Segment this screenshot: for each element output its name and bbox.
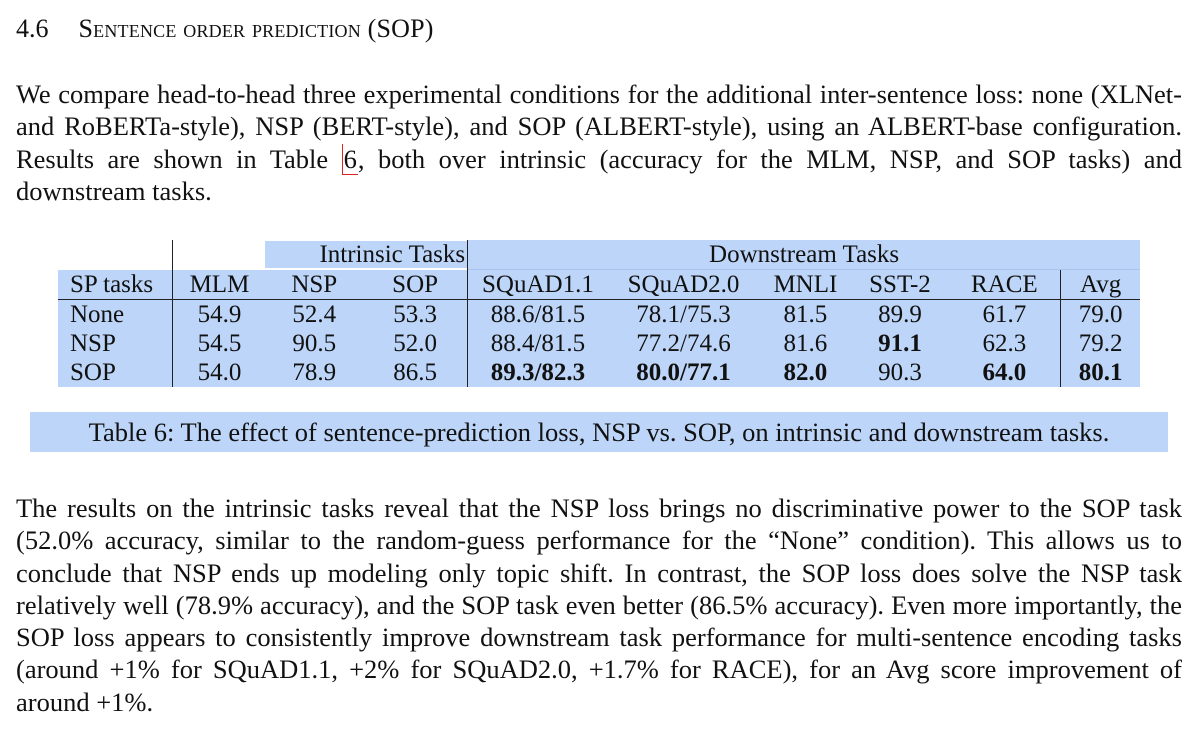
table-cell: 52.0 (363, 329, 468, 358)
section-number: 4.6 (16, 14, 49, 43)
table-cell-best: 91.1 (851, 329, 948, 358)
table-cell-best: 82.0 (759, 358, 851, 387)
table-cell: 62.3 (949, 329, 1061, 358)
section-title: Sentence order prediction (SOP) (78, 14, 434, 43)
col-header: SQuAD2.0 (608, 270, 760, 300)
table-cell: 77.2/74.6 (608, 329, 760, 358)
table-cell: None (58, 300, 173, 330)
table-cell: 78.9 (265, 358, 363, 387)
table-cell: NSP (58, 329, 173, 358)
table-cell: 88.6/81.5 (468, 300, 608, 330)
col-header: SP tasks (58, 270, 173, 300)
table-column-header-row (58, 270, 1140, 300)
paragraph-intro-text: We compare head-to-head three experimental conditions for the additional inter-sentence loss: none (XLNet- and RoBERTa-style), NSP (BERT-style), and SOP (ALBERT-style), using an ALBERT-base configuration. Results are shown in Table (16, 79, 1182, 174)
results-table (58, 240, 1140, 387)
table-cell: 89.9 (851, 300, 948, 330)
col-header: SOP (363, 270, 468, 300)
table-cell-best: 89.3/82.3 (468, 358, 608, 387)
col-header: SST-2 (851, 270, 948, 300)
col-header: RACE (949, 270, 1061, 300)
table-cell-best: 80.0/77.1 (608, 358, 760, 387)
table-cell: 90.3 (851, 358, 948, 387)
paragraph-intro (16, 78, 1182, 207)
group-header-intrinsic: Intrinsic Tasks (265, 241, 467, 268)
paragraph-results: The results on the intrinsic tasks reveal that the NSP loss brings no discriminative power to the SOP task (52.0% accuracy, similar to the random-guess performance for the “None” condition). This allows us to conclude that NSP ends up modeling only topic shift. In contrast, the SOP loss does solve the NSP task relatively well (78.9% accuracy), and the SOP task even better (86.5% accuracy). Even more importantly, the SOP loss appears to consistently improve downstream task performance for multi-sentence encoding tasks (around +1% for SQuAD1.1, +2% for SQuAD2.0, +1.7% for RACE), for an Avg score improvement of around +1%. (16, 493, 1182, 717)
group-header-downstream: Downstream Tasks (468, 240, 1140, 270)
table-reference-link[interactable]: 6 (343, 143, 357, 174)
col-header: NSP (265, 270, 363, 300)
table-row (58, 329, 1140, 358)
table-cell: 86.5 (363, 358, 468, 387)
table-cell-best: 64.0 (949, 358, 1061, 387)
table-cell: 90.5 (265, 329, 363, 358)
table-cell: 61.7 (949, 300, 1061, 330)
section-heading (16, 14, 434, 44)
table-cell: 53.3 (363, 300, 468, 330)
col-header: MLM (173, 270, 266, 300)
table-cell: SOP (58, 358, 173, 387)
table-cell: 81.5 (759, 300, 851, 330)
paragraph-intro-text-end: , both over intrinsic (accuracy for the MLM, NSP, and SOP tasks) and downstream tasks. (16, 143, 1182, 206)
table-group-header-row (58, 240, 1140, 270)
table-cell: 54.0 (173, 358, 266, 387)
table-cell: 88.4/81.5 (468, 329, 608, 358)
table-cell: 52.4 (265, 300, 363, 330)
table-cell: 81.6 (759, 329, 851, 358)
col-header: MNLI (759, 270, 851, 300)
col-header: Avg (1061, 270, 1140, 300)
table-cell: 54.9 (173, 300, 266, 330)
table-cell: 79.0 (1061, 300, 1140, 330)
col-header: SQuAD1.1 (468, 270, 608, 300)
table-row (58, 300, 1140, 330)
table-cell: 78.1/75.3 (608, 300, 760, 330)
table-cell: 54.5 (173, 329, 266, 358)
table-cell: 79.2 (1061, 329, 1140, 358)
table-row (58, 358, 1140, 387)
table-cell-best: 80.1 (1061, 358, 1140, 387)
table-caption: Table 6: The effect of sentence-prediction loss, NSP vs. SOP, on intrinsic and downstream tasks. (30, 412, 1168, 452)
